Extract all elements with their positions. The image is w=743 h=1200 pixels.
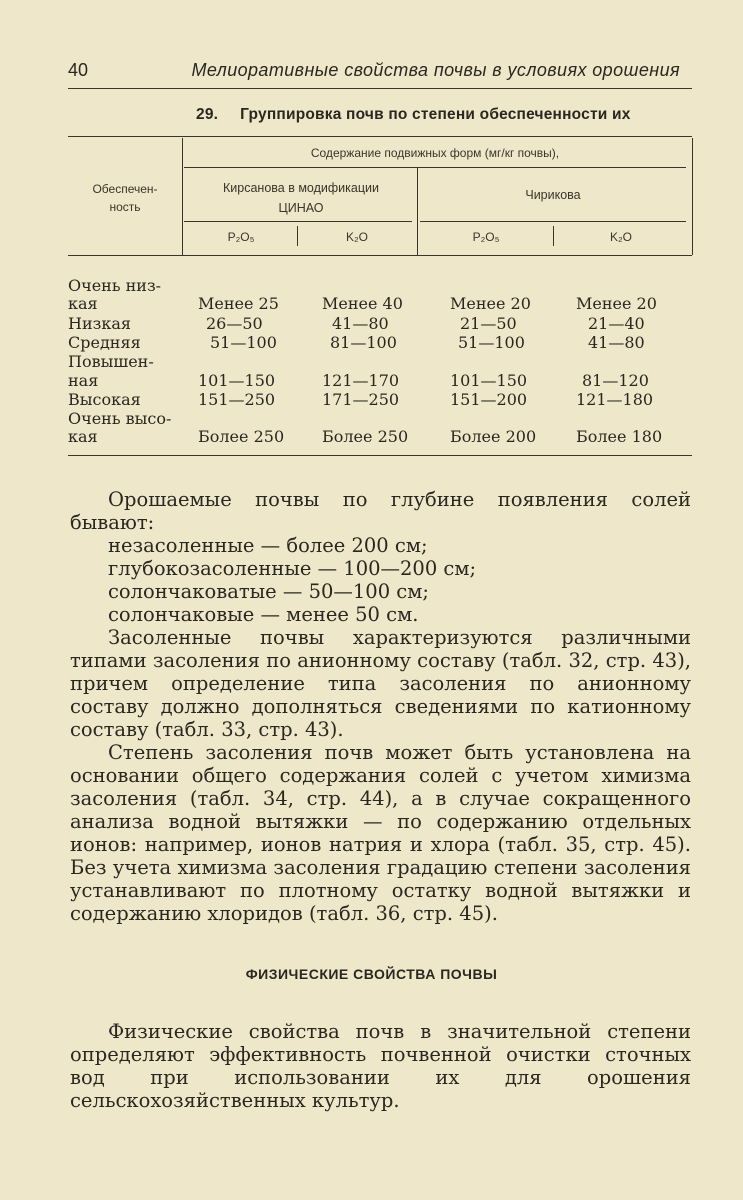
table-vrule-sub1 xyxy=(297,226,298,246)
cell-value: 101—150 xyxy=(198,371,276,390)
cell-value: Более 250 xyxy=(198,427,285,446)
cell-value: 51—100 xyxy=(210,333,277,352)
table-vrule-group xyxy=(182,138,183,255)
list-item: глубокозасоленные — 100—200 см; xyxy=(108,557,477,580)
header-rule xyxy=(68,88,692,89)
cell-value: 171—250 xyxy=(322,390,400,409)
row-label: кая xyxy=(68,294,98,313)
cell-value: 51—100 xyxy=(458,333,525,352)
table-row-low xyxy=(68,314,688,334)
subheader-p2o5-chirikov: P₂O₅ xyxy=(472,230,500,244)
table-row-very-high-top xyxy=(68,409,688,429)
cell-value: 151—250 xyxy=(198,390,276,409)
subheader-p2o5-kirsanov: P₂O₅ xyxy=(227,230,255,244)
cell-value: Более 180 xyxy=(576,427,663,446)
row-label: Низкая xyxy=(68,314,131,333)
cell-value: Менее 40 xyxy=(322,294,403,313)
row-label: Высокая xyxy=(68,390,141,409)
salinity-depth-section xyxy=(70,488,691,925)
table-vrule-sub2 xyxy=(553,226,554,246)
cell-value: 41—80 xyxy=(332,314,389,333)
table-row-elevated xyxy=(68,371,688,391)
row-label: Очень высо- xyxy=(68,409,172,428)
table-number: 29. xyxy=(196,106,219,123)
table-row-high xyxy=(68,390,688,410)
header-kirsanov: Кирсанова в модификации ЦИНАО xyxy=(223,181,379,215)
table-row-very-low xyxy=(68,294,688,314)
running-title: Мелиоративные свойства почвы в условиях орошения xyxy=(191,60,680,80)
header-sub-rule-kirsanov xyxy=(184,221,412,222)
table-vrule-mid xyxy=(417,168,418,255)
header-group: Обеспечен- ность xyxy=(92,182,158,214)
cell-value: Более 250 xyxy=(322,427,409,446)
table-top-rule xyxy=(68,136,692,137)
table-header-bottom-rule xyxy=(68,255,692,256)
list-item: незасоленные — более 200 см; xyxy=(108,534,428,557)
table-row-elevated-top xyxy=(68,352,688,372)
cell-value: 81—100 xyxy=(330,333,397,352)
cell-value: 21—40 xyxy=(588,314,645,333)
table-title xyxy=(196,106,631,124)
row-label: кая xyxy=(68,427,98,446)
paragraph-salinity-types: Засоленные почвы характеризуются различными типами засоления по анионному составу (табл. 32, стр. 43), причем определение типа засоления по анионному составу должно дополняться сведениями по катионному составу (табл. 33, стр. 43). xyxy=(70,626,691,741)
intro-paragraph: Орошаемые почвы по глубине появления солей бывают: xyxy=(70,488,691,534)
row-label: Повышен- xyxy=(68,352,154,371)
subheader-k2o-kirsanov: K₂O xyxy=(346,230,368,244)
cell-value: Менее 20 xyxy=(450,294,531,313)
row-label: Средняя xyxy=(68,333,141,352)
cell-value: 81—120 xyxy=(582,371,649,390)
table-vrule-right xyxy=(692,138,693,255)
list-item: солончаковатые — 50—100 см; xyxy=(108,580,429,603)
cell-value: 151—200 xyxy=(450,390,528,409)
section-heading: ФИЗИЧЕСКИЕ СВОЙСТВА ПОЧВЫ xyxy=(245,966,498,982)
page-number: 40 xyxy=(68,60,89,80)
cell-value: Менее 25 xyxy=(198,294,279,313)
list-item: солончаковые — менее 50 см. xyxy=(108,603,419,626)
row-label: Очень низ- xyxy=(68,276,162,295)
subheader-k2o-chirikov: K₂O xyxy=(610,230,632,244)
header-chirikov: Чирикова xyxy=(525,188,581,202)
header-main: Содержание подвижных форм (мг/кг почвы), xyxy=(310,146,560,160)
row-label: ная xyxy=(68,371,99,390)
cell-value: Более 200 xyxy=(450,427,537,446)
header-sub-rule-chirikov xyxy=(420,221,686,222)
cell-value: 121—180 xyxy=(576,390,654,409)
cell-value: 21—50 xyxy=(460,314,517,333)
table-title-text: Группировка почв по степени обеспеченности их xyxy=(240,106,631,123)
physical-properties-section xyxy=(70,1020,691,1112)
table-bottom-rule xyxy=(68,455,692,456)
table-row-very-low-top xyxy=(68,276,688,296)
table-row-very-high xyxy=(68,427,688,447)
cell-value: 41—80 xyxy=(588,333,645,352)
running-header xyxy=(68,56,686,86)
cell-value: 26—50 xyxy=(206,314,263,333)
paragraph-physical-properties: Физические свойства почв в значительной степени определяют эффективность почвенной очистки сточных вод при использовании их для орошения сельскохозяйственных культур. xyxy=(70,1020,691,1112)
cell-value: Менее 20 xyxy=(576,294,657,313)
header-sub-rule-1 xyxy=(184,167,686,168)
paragraph-salinity-degree: Степень засоления почв может быть установлена на основании общего содержания солей с учетом химизма засоления (табл. 34, стр. 44), а в случае сокращенного анализа водной вытяжки — по содержанию отдельных ионов: например, ионов натрия и хлора (табл. 35, стр. 45). Без учета химизма засоления градацию степени засоления устанавливают по плотному остатку водной вытяжки и содержанию хлоридов (табл. 36, стр. 45). xyxy=(70,741,691,925)
table-row-medium xyxy=(68,333,688,353)
cell-value: 121—170 xyxy=(322,371,400,390)
cell-value: 101—150 xyxy=(450,371,528,390)
